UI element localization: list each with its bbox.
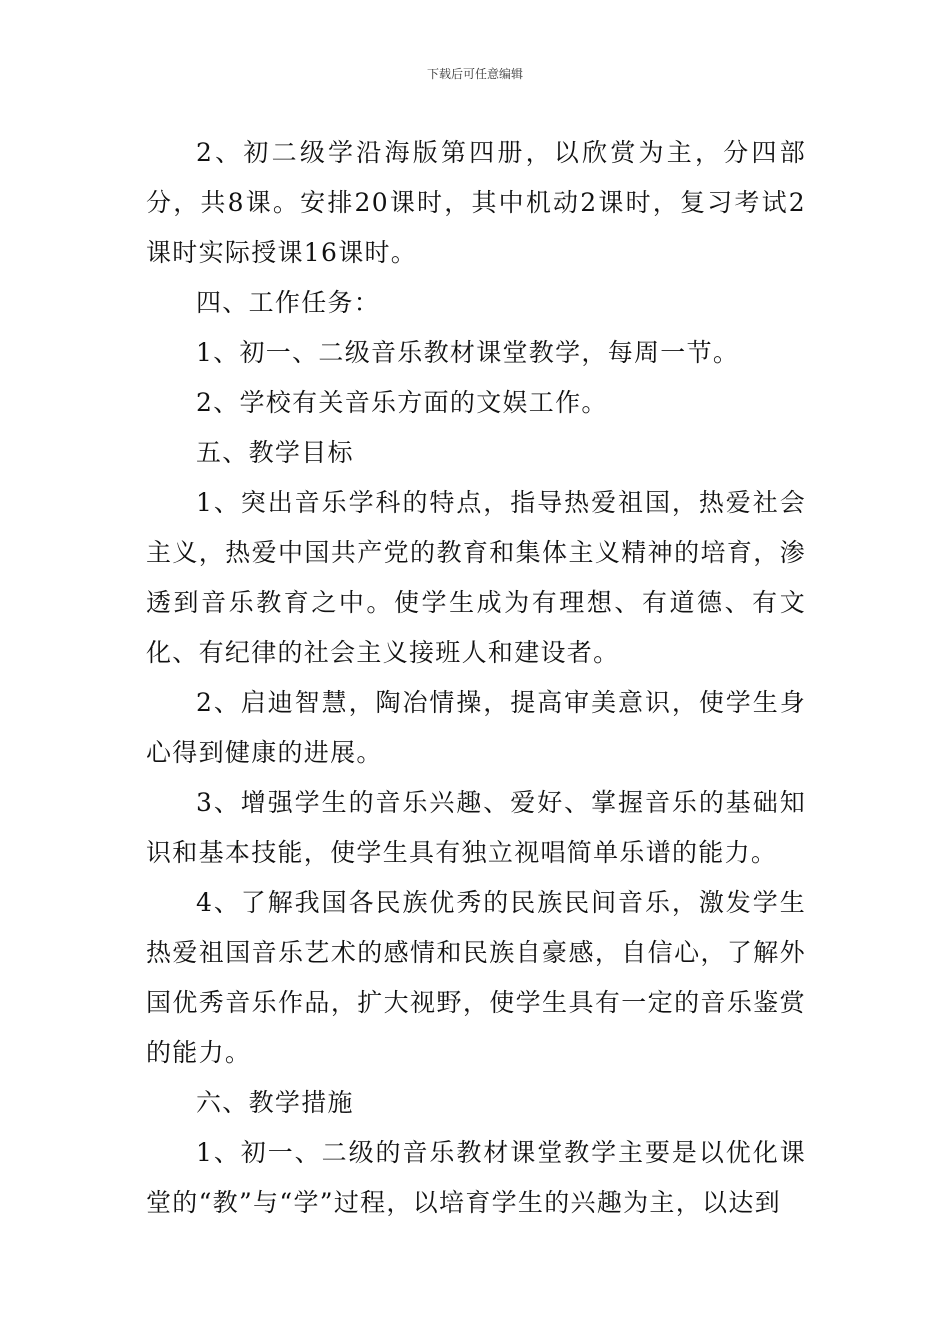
heading-work-tasks: 四、工作任务： xyxy=(196,288,381,317)
heading-teaching-goals: 五、教学目标 xyxy=(196,438,354,467)
page-header: 下载后可任意编辑 xyxy=(426,67,523,81)
document-body xyxy=(146,128,806,1228)
paragraph-measure-1: 1、初一、二级的音乐教材课堂教学主要是以优化课堂的“教”与“学”过程，以培育学生的兴趣为主，以达到 xyxy=(146,1138,806,1217)
heading-teaching-measures: 六、教学措施 xyxy=(196,1088,354,1117)
paragraph-goal-3: 3、增强学生的音乐兴趣、爱好、掌握音乐的基础知识和基本技能，使学生具有独立视唱简单乐谱的能力。 xyxy=(146,788,806,867)
paragraph-task-2: 2、学校有关音乐方面的文娱工作。 xyxy=(196,388,608,417)
paragraph-course-plan-grade2: 2、初二级学沿海版第四册，以欣赏为主，分四部分，共8课。安排20课时，其中机动2课时，复习考试2课时实际授课16课时。 xyxy=(146,138,806,267)
paragraph-goal-4: 4、了解我国各民族优秀的民族民间音乐，激发学生热爱祖国音乐艺术的感情和民族自豪感，自信心，了解外国优秀音乐作品，扩大视野，使学生具有一定的音乐鉴赏的能力。 xyxy=(146,888,806,1067)
paragraph-goal-2: 2、启迪智慧，陶冶情操，提高审美意识，使学生身心得到健康的进展。 xyxy=(146,688,806,767)
paragraph-task-1: 1、初一、二级音乐教材课堂教学，每周一节。 xyxy=(196,338,740,367)
paragraph-goal-1: 1、突出音乐学科的特点，指导热爱祖国，热爱社会主义，热爱中国共产党的教育和集体主义精神的培育，渗透到音乐教育之中。使学生成为有理想、有道德、有文化、有纪律的社会主义接班人和建设者。 xyxy=(146,488,806,667)
